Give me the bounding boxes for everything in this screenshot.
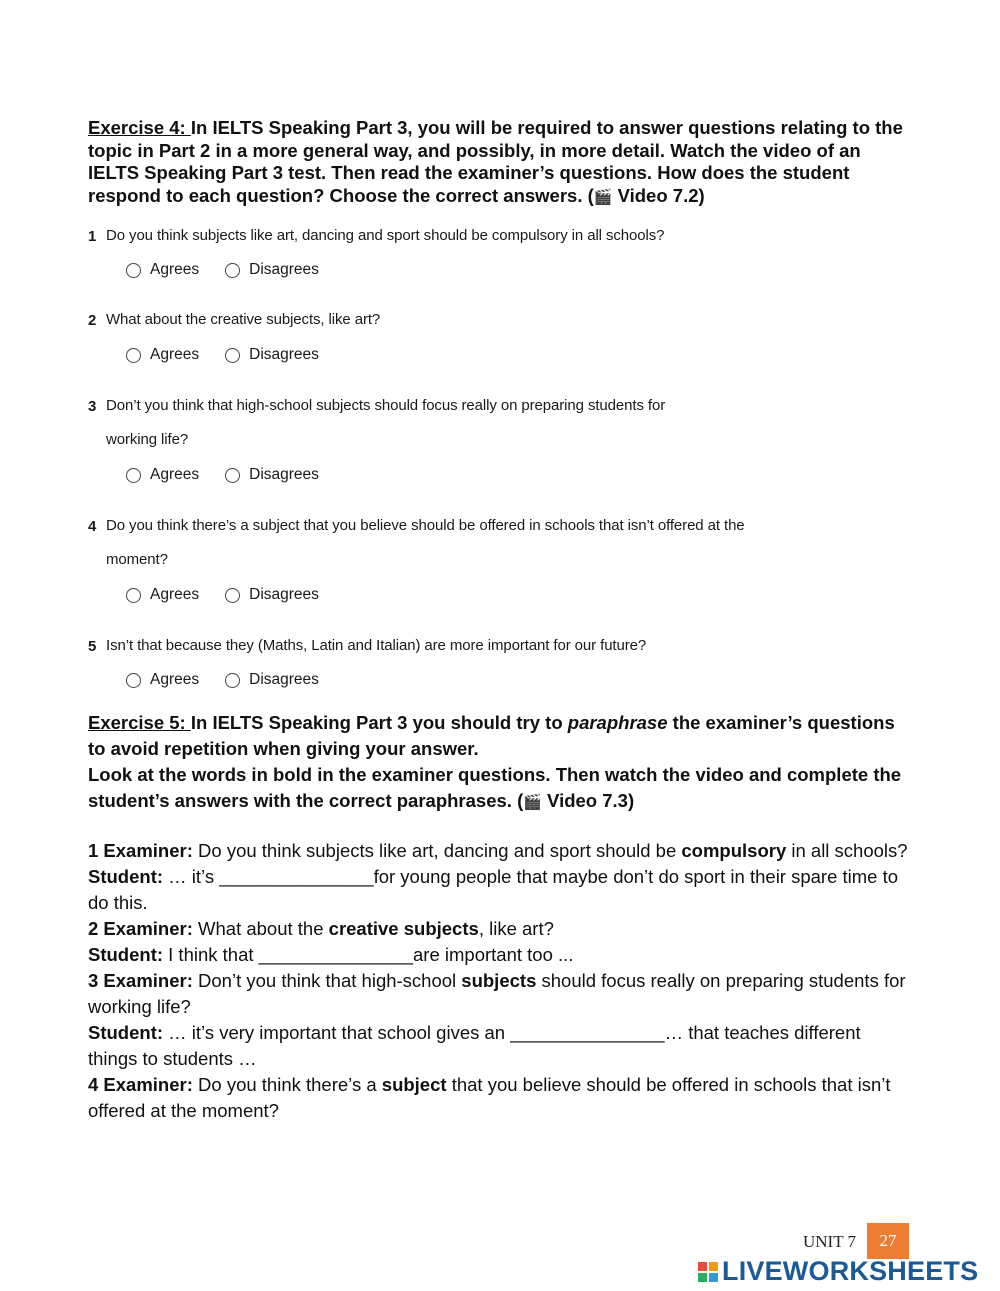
exercise-5-text-b: the examiner’s questions to avoid repetition when giving your answer. xyxy=(88,712,895,759)
radio-button[interactable] xyxy=(225,673,240,688)
question-text: Do you think there’s a subject that you believe should be offered in schools that isn’t offered at the moment? xyxy=(106,517,745,568)
q3-disagrees-option[interactable] xyxy=(225,466,319,484)
option-label: Agrees xyxy=(150,346,200,363)
logo-block xyxy=(709,1273,718,1282)
option-label: Disagrees xyxy=(249,261,319,278)
student-text: … it’s xyxy=(163,866,220,887)
question-4 xyxy=(88,518,796,577)
question-3 xyxy=(88,398,706,457)
question-number: 1 xyxy=(88,228,97,245)
clapperboard-icon: 🎬 xyxy=(593,188,613,206)
radio-button[interactable] xyxy=(225,348,240,363)
question-number: 5 xyxy=(88,638,97,655)
option-label: Disagrees xyxy=(249,466,319,483)
exercise-5-dialog xyxy=(88,838,908,1124)
q1-agrees-option[interactable] xyxy=(126,261,199,279)
examiner-line-2 xyxy=(88,916,908,942)
bold-term: subjects xyxy=(461,970,537,991)
q4-disagrees-option[interactable] xyxy=(225,586,319,604)
exercise-4-text: In IELTS Speaking Part 3, you will be required to answer questions relating to the topic in Part 2 in a more general way, and possibly, in more detail. Watch the video of an IELTS Speaking Part 3 test. Then read the examiner’s questions. How does the student respond to each question? Choose the correct answers. ( xyxy=(88,117,903,206)
bold-term: compulsory xyxy=(681,840,787,861)
page-number: 27 xyxy=(867,1223,909,1259)
logo-block xyxy=(709,1262,718,1271)
exercise-5-italic: paraphrase xyxy=(567,712,668,733)
examiner-text: , like art? xyxy=(478,918,554,939)
student-text: are important too ... xyxy=(413,944,574,965)
radio-button[interactable] xyxy=(225,263,240,278)
examiner-line-4 xyxy=(88,1072,908,1124)
bold-term: subject xyxy=(381,1074,447,1095)
student-text: I think that xyxy=(163,944,259,965)
question-1-options xyxy=(126,261,345,279)
radio-button[interactable] xyxy=(225,468,240,483)
examiner-text: in all schools? xyxy=(786,840,908,861)
q2-disagrees-option[interactable] xyxy=(225,346,319,364)
question-text: What about the creative subjects, like art? xyxy=(106,311,381,328)
exercise-5-instructions xyxy=(88,710,908,816)
question-2-options xyxy=(126,346,345,364)
student-text: for young people that maybe don’t do sport in their spare time to do this. xyxy=(88,866,899,913)
question-2 xyxy=(88,312,806,337)
examiner-text: Don’t you think that high-school xyxy=(192,970,462,991)
question-text: Don’t you think that high-school subjects should focus really on preparing students for working life? xyxy=(106,397,666,448)
question-text: Isn’t that because they (Maths, Latin and Italian) are more important for our future? xyxy=(106,637,647,654)
question-5-options xyxy=(126,671,345,689)
logo-block xyxy=(698,1262,707,1271)
examiner-line-1 xyxy=(88,838,908,864)
student-line-3 xyxy=(88,1020,908,1072)
examiner-label: 4 Examiner: xyxy=(88,1074,193,1095)
q2-agrees-option[interactable] xyxy=(126,346,199,364)
student-line-2 xyxy=(88,942,908,968)
radio-button[interactable] xyxy=(225,588,240,603)
radio-button[interactable] xyxy=(126,673,141,688)
radio-button[interactable] xyxy=(126,348,141,363)
question-text: Do you think subjects like art, dancing and sport should be compulsory in all schools? xyxy=(106,227,665,244)
examiner-text: Do you think subjects like art, dancing and sport should be xyxy=(192,840,682,861)
student-label: Student: xyxy=(88,1022,164,1043)
question-3-options xyxy=(126,466,345,484)
examiner-label: 1 Examiner: xyxy=(88,840,193,861)
clapperboard-icon: 🎬 xyxy=(523,794,542,811)
answer-blank-3[interactable]: _______________ xyxy=(510,1022,665,1043)
option-label: Disagrees xyxy=(249,671,319,688)
radio-button[interactable] xyxy=(126,588,141,603)
liveworksheets-logo xyxy=(698,1256,978,1287)
logo-text: LIVEWORKSHEETS xyxy=(722,1256,979,1286)
option-label: Agrees xyxy=(150,466,200,483)
logo-blocks-icon xyxy=(698,1262,718,1282)
logo-block xyxy=(698,1273,707,1282)
student-text: … it’s very important that school gives an xyxy=(163,1022,511,1043)
option-label: Agrees xyxy=(150,586,200,603)
exercise-5-text-a: In IELTS Speaking Part 3 you should try to xyxy=(190,712,568,733)
q1-disagrees-option[interactable] xyxy=(225,261,319,279)
question-number: 3 xyxy=(88,398,97,415)
radio-button[interactable] xyxy=(126,263,141,278)
exercise-4-video-ref: Video 7.2) xyxy=(612,184,705,206)
option-label: Agrees xyxy=(150,261,200,278)
exercise-5-label: Exercise 5: xyxy=(88,712,191,733)
examiner-text: should focus really on preparing students for working life? xyxy=(88,970,906,1017)
question-1 xyxy=(88,228,806,253)
q3-agrees-option[interactable] xyxy=(126,466,199,484)
q5-disagrees-option[interactable] xyxy=(225,671,319,689)
question-5 xyxy=(88,638,806,663)
exercise-5-text-c: Look at the words in bold in the examiner questions. Then watch the video and complete the student’s answers with the correct paraphrases. ( xyxy=(88,764,902,811)
examiner-line-3 xyxy=(88,968,908,1020)
student-label: Student: xyxy=(88,944,164,965)
option-label: Disagrees xyxy=(249,346,319,363)
q4-agrees-option[interactable] xyxy=(126,586,199,604)
answer-blank-1[interactable]: _______________ xyxy=(219,866,374,887)
bold-term: creative subjects xyxy=(328,918,479,939)
radio-button[interactable] xyxy=(126,468,141,483)
examiner-text: that you believe should be offered in schools that isn’t offered at the moment? xyxy=(88,1074,891,1121)
student-text: … that teaches different things to students … xyxy=(88,1022,861,1069)
answer-blank-2[interactable]: _______________ xyxy=(258,944,413,965)
examiner-label: 3 Examiner: xyxy=(88,970,193,991)
option-label: Disagrees xyxy=(249,586,319,603)
option-label: Agrees xyxy=(150,671,200,688)
student-line-1 xyxy=(88,864,908,916)
exercise-4-label: Exercise 4: xyxy=(88,117,191,138)
question-number: 4 xyxy=(88,518,97,535)
examiner-text: Do you think there’s a xyxy=(192,1074,382,1095)
examiner-text: What about the xyxy=(192,918,329,939)
examiner-label: 2 Examiner: xyxy=(88,918,193,939)
exercise-5-video-ref: Video 7.3) xyxy=(541,790,635,811)
q5-agrees-option[interactable] xyxy=(126,671,199,689)
question-number: 2 xyxy=(88,312,97,329)
student-label: Student: xyxy=(88,866,164,887)
exercise-4-instructions xyxy=(88,117,908,209)
unit-label: UNIT 7 xyxy=(803,1232,857,1251)
question-4-options xyxy=(126,586,345,604)
